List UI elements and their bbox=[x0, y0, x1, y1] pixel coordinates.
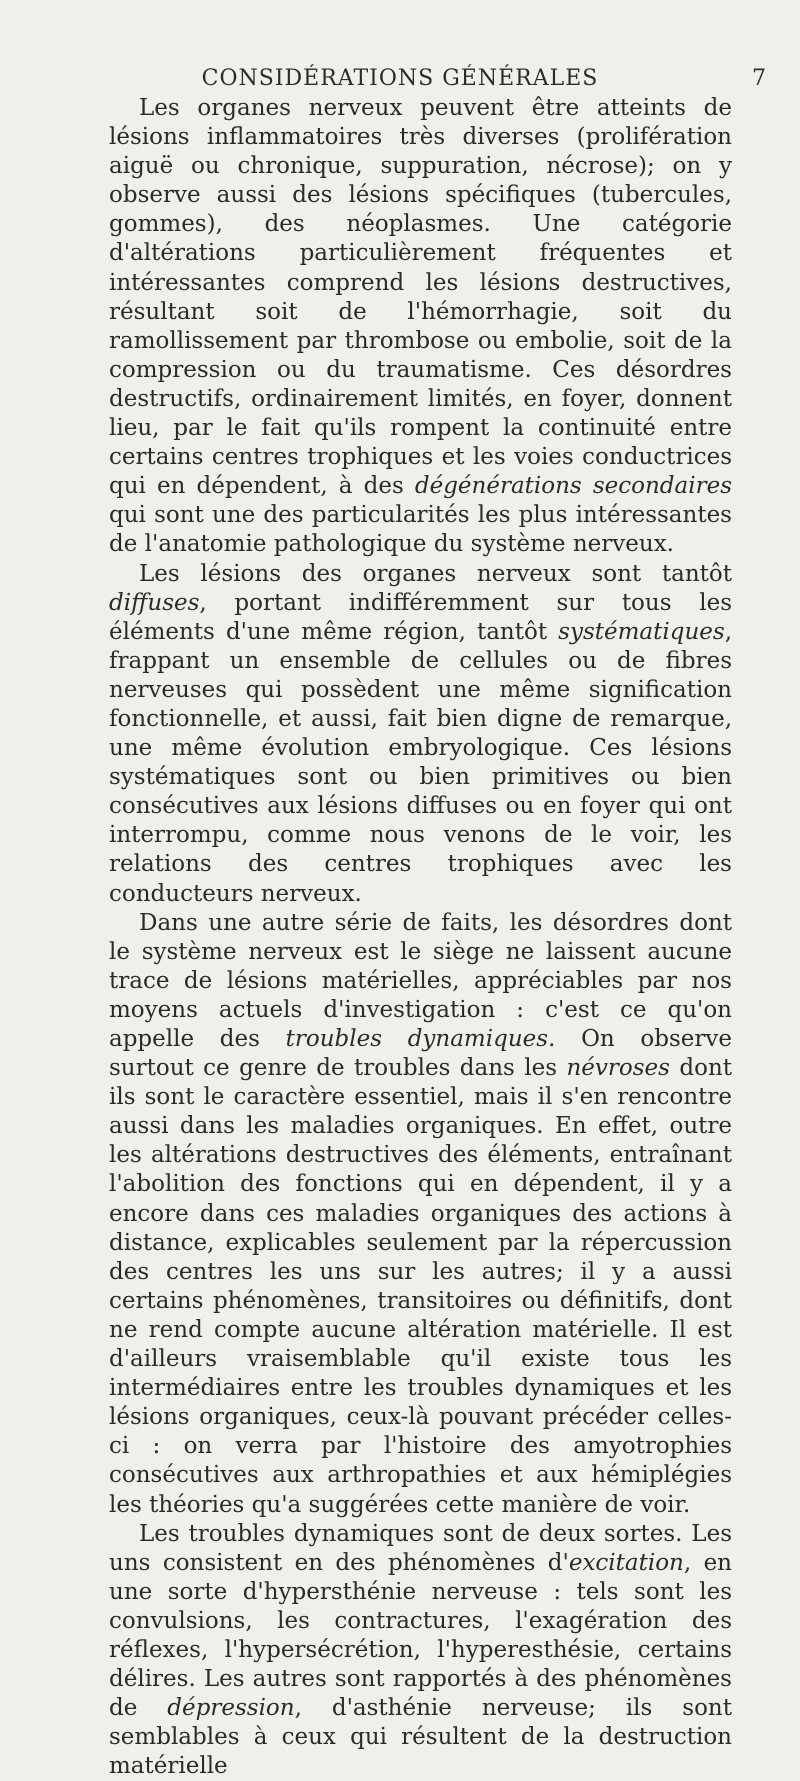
body-text bbox=[109, 94, 732, 1781]
paragraph-text: , frappant un ensemble de cellules ou de fibres nerveuses qui possèdent une même signification fonctionnelle, et aussi, fait bien digne de remarque, une même évolution embryologique. Ces lésions systématiques sont ou bien primitives ou bien consécutives aux lésions diffuses ou en foyer qui ont interrompu, comme nous venons de le voir, les relations des centres trophiques avec les conducteurs nerveux. bbox=[109, 618, 732, 907]
italic-term: dépression bbox=[167, 1695, 295, 1722]
paragraph-text: qui sont une des particularités les plus intéressantes de l'anatomie pathologique du système nerveux. bbox=[109, 502, 732, 558]
paragraph-1 bbox=[109, 94, 732, 560]
paragraph-text: , en une sorte d'hypersthénie nerveuse : tels sont les convulsions, les contractures, l'exagération des réflexes, l'hypersécrétion, l'hyperesthésie, certains délires. Les autres sont rapportés à des phénomènes de bbox=[109, 1549, 732, 1722]
italic-term: excitation bbox=[568, 1549, 684, 1576]
paragraph-text: . On observe surtout ce genre de troubles dans les bbox=[109, 1026, 733, 1082]
paragraph-text: Les troubles dynamiques sont de deux sortes. Les uns consistent en des phénomènes d' bbox=[109, 1520, 732, 1576]
italic-term: diffuses bbox=[109, 589, 200, 616]
page-header bbox=[0, 64, 800, 94]
paragraph-4 bbox=[109, 1520, 732, 1781]
italic-term: névroses bbox=[566, 1055, 670, 1082]
paragraph-text: dont ils sont le caractère essentiel, mais il s'en rencontre aussi dans les maladies organiques. En effet, outre les altérations destructives des éléments, entraînant l'abolition des fonctions qui en dépendent, il y a encore dans ces maladies organiques des actions à distance, explicables seulement par la répercussion des centres les uns sur les autres; il y a aussi certains phénomènes, transitoires ou définitifs, dont ne rend compte aucune altération matérielle. Il est d'ailleurs vraisemblable qu'il existe tous les intermédiaires entre les troubles dynamiques et les lésions organiques, ceux-là pouvant précéder celles-ci : on verra par l'histoire des amyotrophies consécutives aux arthropathies et aux hémiplégies les théories qu'a suggérées cette manière de voir. bbox=[109, 1055, 732, 1518]
paragraph-2 bbox=[109, 560, 732, 909]
italic-term: troubles dynamiques bbox=[285, 1026, 549, 1052]
paragraph-text: , portant indifféremment sur tous les éléments d'une même région, tantôt bbox=[109, 589, 732, 645]
paragraph-text: Les lésions des organes nerveux sont tantôt bbox=[139, 560, 732, 587]
italic-term: dégénérations secondaires bbox=[414, 473, 732, 500]
page-number: 7 bbox=[752, 66, 766, 91]
paragraph-text: , d'asthénie nerveuse; ils sont semblables à ceux qui résultent de la destruction matérielle bbox=[109, 1695, 732, 1780]
paragraph-text: Dans une autre série de faits, les désordres dont le système nerveux est le siège ne laissent aucune trace de lésions matérielles, appréciables par nos moyens actuels d'investigation : c'est ce qu'on appelle des bbox=[109, 909, 732, 1052]
running-title: CONSIDÉRATIONS GÉNÉRALES bbox=[201, 66, 599, 91]
italic-term: systématiques bbox=[558, 618, 725, 645]
paragraph-3 bbox=[109, 909, 732, 1520]
paragraph-text: Les organes nerveux peuvent être atteints de lésions inflammatoires très diverses (prolifération aiguë ou chronique, suppuration, nécrose); on y observe aussi des lésions spécifiques (tubercules, gommes), des néoplasmes. Une catégorie d'altérations particulièrement fréquentes et intéressantes comprend les lésions destructives, résultant soit de l'hémorrhagie, soit du ramollissement par thrombose ou embolie, soit de la compression ou du traumatisme. Ces désordres destructifs, ordinairement limités, en foyer, donnent lieu, par le fait qu'ils rompent la continuité entre certains centres trophiques et les voies conductrices qui en dépendent, à des bbox=[109, 95, 732, 500]
